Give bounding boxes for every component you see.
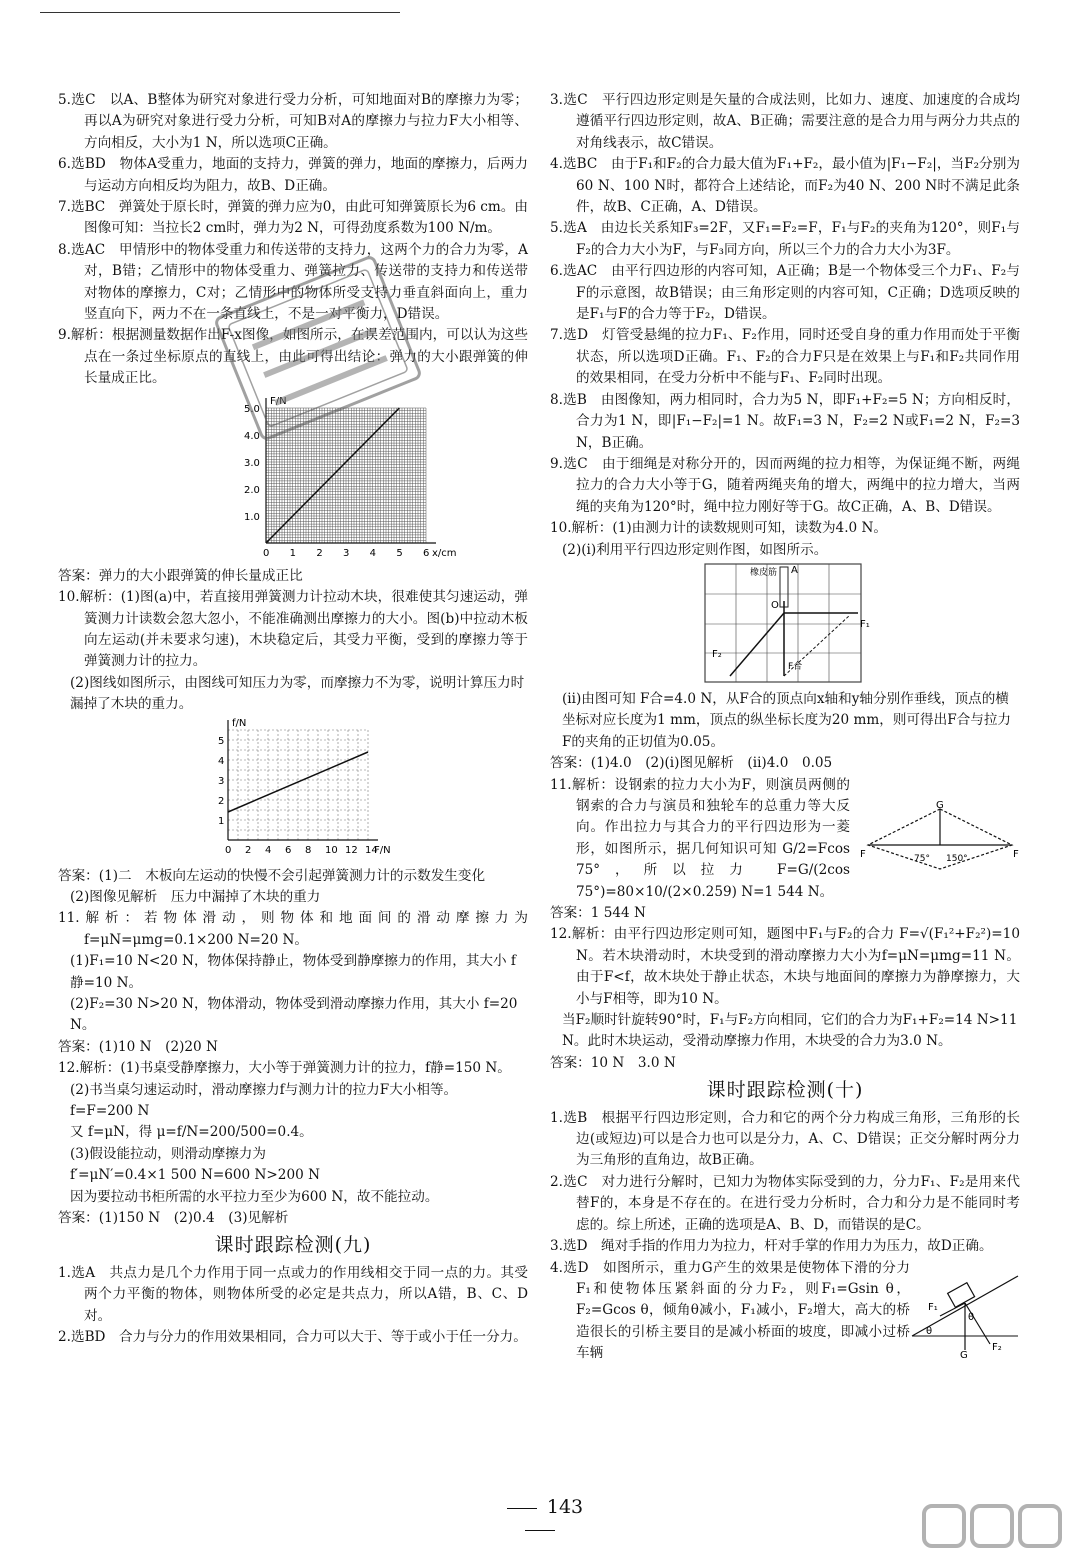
rope-figure-svg — [860, 801, 1020, 877]
answer-item: 9.选C 由于细绳是对称分开的，因而两绳的拉力相等，为保证绳不断，两绳拉力的合力大小等于G，随着两绳夹角的增大，两绳中的拉力增大，当两绳的夹角为120°时，绳中拉力刚好等于G。故C正确，A、B、D错误。 — [550, 455, 1020, 515]
label-board: 橡皮筋 — [750, 567, 778, 578]
x-tick-label: 0 — [225, 844, 232, 856]
x-tick-label: 2 — [316, 547, 323, 559]
answer-subitem: f′=μN′=0.4×1 500 N=600 N>200 N — [70, 1167, 320, 1184]
answer-item: 2.选C 对力进行分解时，已知力为物体实际受到的力，分力F₁、F₂是用来代替F的，本身是不存在的。在进行受力分析时，合力和分力是不能同时考虑的。综上所述，正确的选项是A、B、D，而错误的是C。 — [550, 1173, 1020, 1233]
answer-subitem: 又 f=μN，得 μ=f/N=200/500=0.4。 — [70, 1124, 313, 1141]
y-tick-label: 4 — [218, 755, 225, 767]
answer-item: 6.选AC 由平行四边形的内容可知，A正确；B是一个物体受三个力F₁、F₂与F的示意图，故B错误；由三角形定则的内容可知，C正确；D选项反映的是F₁与F的合力等于F₂，D错误。 — [550, 263, 1020, 323]
x-tick-label: 4 — [265, 844, 272, 856]
friction-chart-svg — [208, 716, 418, 866]
answer-item: 9.解析：根据测量数据作出F-x图像，如图所示，在误差范围内，可以认为这些点在一条过坐标原点的直线上，由此可得出结论：弹力的大小跟弹簧的伸长量成正比。 — [58, 327, 528, 387]
answer-item: 10.解析：(1)由测力计的读数规则可知，读数为4.0 N。 — [550, 520, 887, 537]
section-title: 课时跟踪检测(九) — [214, 1234, 372, 1257]
answer-item: 8.选B 由图像知，两力相同时，合力为5 N，即F₁+F₂=5 N；方向相反时，合力为1 N，即|F₁−F₂|=1 N。故F₁=3 N，F₂=2 N或F₁=2 N，F₂=3 N，B正确。 — [550, 391, 1020, 451]
answer-line — [550, 903, 1020, 924]
label-g: G — [936, 800, 944, 811]
label-f1: F₁ — [928, 1301, 938, 1313]
label-f2: F₂ — [712, 648, 722, 660]
label-f2: F₂ — [992, 1341, 1002, 1353]
answer-subitem: f=F=200 N — [70, 1103, 150, 1119]
answer-item: 4.选D 如图所示，重力G产生的效果是使物体下滑的分力F₁和使物体压紧斜面的分力F₂，则F₁=Gsin θ，F₂=Gcos θ，倾角θ减小，F₁减小，F₂增大，高大的桥造很长的引桥主要目的是减小桥面的坡度，即减小过桥车辆 — [550, 1259, 910, 1362]
y-tick-label: 4.0 — [244, 430, 260, 442]
answer-line: 答案：(1)4.0 (2)(ⅰ)图见解析 (ⅱ)4.0 0.05 — [550, 755, 833, 772]
label-f1: F₁ — [860, 618, 870, 630]
answer-item: 1.选B 根据平行四边形定则，合力和它的两个分力构成三角形，三角形的长边(或短边)可以是合力也可以是分力，A、C、D错误；正交分解时两分力为三角形的直角边，故B正确。 — [550, 1109, 1020, 1169]
answer-subitem: 当F₂顺时针旋转90°时，F₁与F₂方向相同，它们的合力为F₁+F₂=14 N>11 N。此时木块运动，受滑动摩擦力作用，木块受的合力为3.0 N。 — [562, 1012, 1018, 1050]
parallelogram-figure-svg — [700, 561, 870, 685]
answer-value: 1 544 N — [590, 905, 646, 921]
label-fsum: F合 — [788, 661, 803, 672]
answer-prefix: 答案： — [550, 905, 591, 921]
page-number-text: 143 — [546, 1496, 584, 1518]
answer-item: 11.解析：设钢索的拉力大小为F，则演员两侧的钢索的合力与演员和独轮车的总重力等大反向。作出拉力与其合力的平行四边形为一菱形，如图所示，据几何知识可知 G/2=Fcos 75°，所以拉力 F=G/(2cos 75°)=80×10/(2×0.259) N=1 544 N。 — [550, 776, 850, 900]
x-tick-label: 1 — [289, 547, 297, 559]
y-axis-label: f/N — [232, 717, 247, 729]
section-title: 课时跟踪检测(十) — [706, 1079, 864, 1102]
answer-item: 7.选D 灯管受悬绳的拉力F₁、F₂作用，同时还受自身的重力作用而处于平衡状态，所以选项D正确。F₁、F₂的合力F只是在效果上与F₁和F₂共同作用的效果相同，在受力分析中不能与F₁、F₂同时出现。 — [550, 327, 1020, 387]
answer-subitem: 因为要拉动书柜所需的水平拉力至少为600 N，故不能拉动。 — [70, 1188, 439, 1205]
label-o: O — [771, 599, 779, 611]
x-tick-label: 12 — [345, 844, 358, 856]
x-tick-label: 5 — [396, 547, 403, 559]
answer-subitem: (1)F₁=10 N<20 N，物体保持静止，物体受到静摩擦力的作用，其大小 f静=10 N。 — [70, 953, 516, 991]
item-11-block — [550, 775, 1020, 925]
answer-item: 6.选BD 物体A受重力，地面的支持力，弹簧的弹力，地面的摩擦力，后两力与运动方向相反均为阻力，故B、D正确。 — [58, 156, 528, 194]
y-tick-label: 3.0 — [244, 457, 260, 469]
answer-item: 11.解析：若物体滑动，则物体和地面间的滑动摩擦力为f=μN=μmg=0.1×200 N=20 N。 — [58, 910, 528, 948]
page-number-dash — [525, 1530, 555, 1531]
f1-vector — [940, 1303, 965, 1316]
answer-line: 答案：弹力的大小跟弹簧的伸长量成正比 — [58, 567, 303, 584]
answer-subitem: (2)图像见解析 压力中漏掉了木块的重力 — [70, 888, 321, 905]
f2-vector — [965, 1303, 990, 1344]
incline-figure-svg — [910, 1258, 1020, 1358]
answer-item: 7.选BC 弹簧处于原长时，弹簧的弹力应为0，由此可知弹簧原长为6 cm。由图像可知：当拉长2 cm时，弹力为2 N，可得劲度系数为100 N/m。 — [58, 199, 528, 237]
answer-item: 1.选A 共点力是几个力作用于同一点或力的作用线相交于同一点的力。其受两个力平衡的物体，则物体所受的必定是共点力，所以A错，B、C、D对。 — [58, 1264, 528, 1324]
answer-item: 10.解析：(1)图(a)中，若直接用弹簧测力计拉动木块，很难使其匀速运动，弹簧测力计读数会忽大忽小，不能准确测出摩擦力的大小。图(b)中拉动木板向左运动(并未要求匀速)，木块稳定后，其受力平衡，受到的摩擦力等于弹簧测力计的拉力。 — [58, 589, 528, 670]
answer-item: 3.选D 绳对手指的作用力为拉力，杆对手掌的作用力为压力，故D正确。 — [550, 1238, 993, 1255]
y-tick-label: 1 — [218, 815, 225, 827]
x-axis-label: x/cm — [432, 547, 457, 559]
label-angle-150: 150° — [946, 853, 968, 864]
answer-item: 12.解析：由平行四边形定则可知，题图中F₁与F₂的合力 F=√(F₁²+F₂²)=10 N。若木块滑动时，木块受到的滑动摩擦力大小为f=μN=μmg=11 N。由于F<f，故木块处于静止状态，木块与地面间的摩擦力为静摩擦力，大小与F相等，即为10 N。 — [550, 926, 1020, 1007]
answer-subitem: (2)F₂=30 N>20 N，物体滑动，物体受到滑动摩擦力作用，其大小 f=20 N。 — [70, 995, 518, 1034]
answer-line: 答案：(1)10 N (2)20 N — [58, 1038, 218, 1055]
spring-chart-svg — [158, 390, 488, 566]
label-a: A — [791, 564, 798, 576]
y-tick-label: 5 — [218, 735, 225, 747]
block-icon — [948, 1282, 975, 1307]
label-theta-base: θ — [926, 1325, 933, 1337]
y-tick-label: 2.0 — [244, 484, 260, 496]
right-column — [550, 90, 1020, 1365]
answer-line: 答案：10 N 3.0 N — [550, 1054, 676, 1071]
page-number-dash — [507, 1508, 537, 1509]
answer-item: 2.选BD 合力与分力的作用效果相同，合力可以大于、等于或小于任一分力。 — [58, 1329, 527, 1346]
y-tick-label: 2 — [218, 795, 225, 807]
vector-f2 — [730, 613, 784, 676]
left-column — [58, 90, 528, 1348]
answer-item: 3.选C 平行四边形定则是矢量的合成法则，比如力、速度、加速度的合成均遵循平行四边形定则，故A、B正确；需要注意的是合力用与两分力共点的对角线表示，故C错误。 — [550, 92, 1020, 151]
x-tick-label: 6 — [285, 844, 292, 856]
answer-line: 答案：(1)150 N (2)0.4 (3)见解析 — [58, 1210, 289, 1227]
item-4-block — [550, 1258, 1020, 1365]
y-tick-label: 5.0 — [244, 403, 260, 415]
y-axis-label: F/N — [270, 395, 287, 407]
label-f-right: F — [1013, 848, 1019, 860]
top-rule — [40, 12, 400, 13]
spring-chart — [58, 390, 528, 566]
label-angle-75: 75° — [914, 853, 930, 864]
x-axis-label: F/N — [374, 844, 391, 856]
answer-subitem: (ⅱ)由图可知 F合=4.0 N，从F合的顶点向x轴和y轴分别作垂线，顶点的横坐标对应长度为1 mm，顶点的纵坐标长度为20 mm，则可得出F合与拉力F的夹角的正切值为0.05。 — [562, 690, 1012, 750]
page-number — [480, 1496, 600, 1540]
label-theta: θ — [968, 1311, 975, 1323]
parallelogram-figure — [550, 561, 1020, 689]
y-tick-label: 3 — [218, 775, 225, 787]
answer-item: 8.选AC 甲情形中的物体受重力和传送带的支持力，这两个力的合力为零，A对，B错；乙情形中的物体受重力、弹簧拉力、传送带的支持力和传送带对物体的摩擦力，C对；乙情形中的物体所受支持力垂直斜面向上，重力竖直向下，两力不在一条直线上，不是一对平衡力，D错误。 — [58, 241, 528, 323]
x-tick-label: 2 — [245, 844, 252, 856]
answer-subitem: (2)书当桌匀速运动时，滑动摩擦力f与测力计的拉力F大小相等。 — [70, 1081, 458, 1098]
y-tick-label: 1.0 — [244, 511, 260, 523]
watermark-logo — [920, 1500, 1070, 1555]
label-f-left: F — [860, 848, 866, 860]
friction-chart — [58, 716, 528, 866]
answer-subitem: (3)假设能拉动，则滑动摩擦力为 — [70, 1145, 266, 1162]
answer-item: 5.选C 以A、B整体为研究对象进行受力分析，可知地面对B的摩擦力为零；再以A为研究对象进行受力分析，可知B对A的摩擦力与拉力F大小相等、方向相反，大小为1 N，所以选项C正确。 — [58, 92, 528, 151]
x-tick-label: 4 — [369, 547, 377, 559]
answer-item: 4.选BC 由于F₁和F₂的合力最大值为F₁+F₂，最小值为|F₁−F₂|，当F₂分别为60 N、100 N时，都符合上述结论，而F₂为40 N、200 N时不满足此条件，故B、C正确，A、D错误。 — [550, 156, 1020, 216]
answer-subitem: (2)图线如图所示，由图线可知压力为零，而摩擦力不为零，说明计算压力时漏掉了木块的重力。 — [70, 674, 525, 713]
answer-subitem: (2)(ⅰ)利用平行四边形定则作图，如图所示。 — [562, 541, 828, 558]
answer-item: 12.解析：(1)书桌受静摩擦力，大小等于弹簧测力计的拉力，f静=150 N。 — [58, 1060, 511, 1077]
x-tick-label: 0 — [263, 547, 270, 559]
answer-line: 答案：(1)二 木板向左运动的快慢不会引起弹簧测力计的示数发生变化 — [58, 867, 486, 884]
x-tick-label: 3 — [343, 547, 350, 559]
x-tick-label: 8 — [305, 844, 312, 856]
x-tick-label: 14 — [365, 844, 378, 856]
x-tick-label: 6 — [423, 547, 430, 559]
x-tick-label: 10 — [325, 844, 338, 856]
answer-item: 5.选A 由边长关系知F₃=2F，又F₁=F₂=F，F₁与F₂的夹角为120°，则F₁与F₂的合力大小为F，与F₃同方向，所以三个力的合力大小为3F。 — [550, 220, 1020, 258]
figure-frame — [705, 564, 861, 682]
label-g: G — [960, 1349, 968, 1358]
